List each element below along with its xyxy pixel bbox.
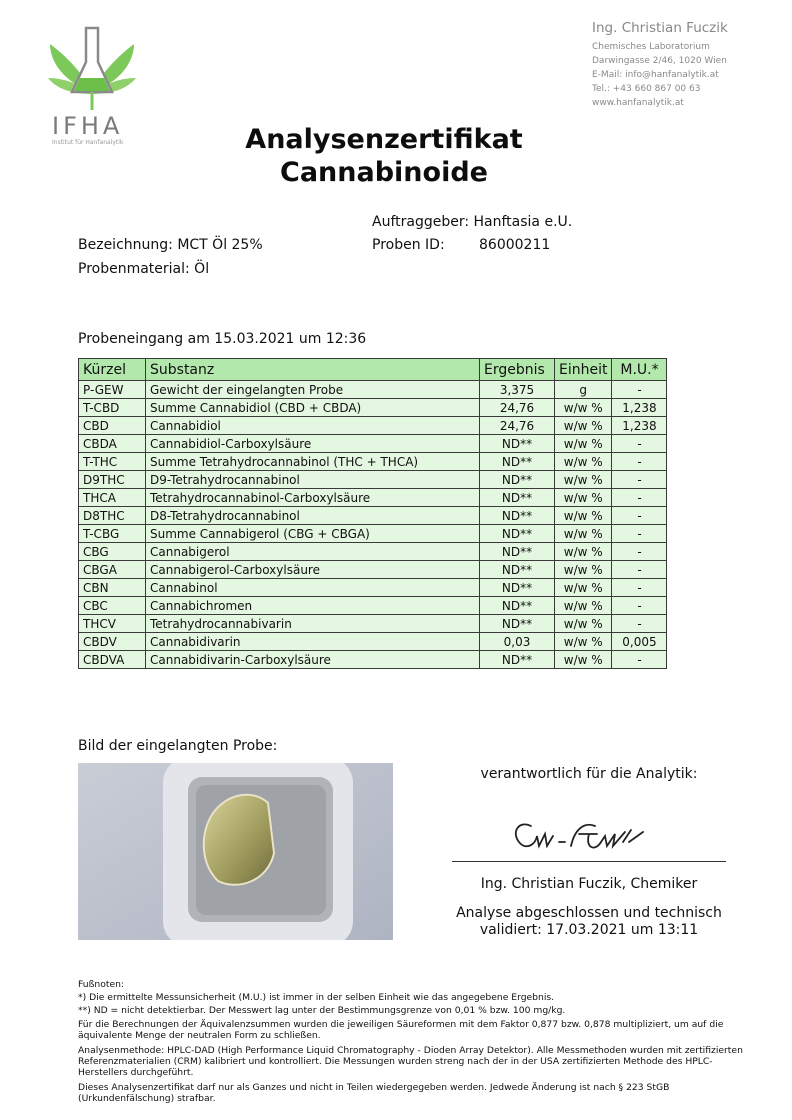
cell-einheit: g: [555, 381, 612, 399]
lab-address: Darwingasse 2/46, 1020 Wien: [592, 56, 727, 66]
header-ergebnis: Ergebnis: [480, 359, 555, 381]
cell-einheit: w/w %: [555, 561, 612, 579]
cell-kuerzel: CBC: [79, 597, 146, 615]
proben-id-value: 86000211: [479, 237, 551, 253]
cell-mu: -: [612, 381, 667, 399]
cell-einheit: w/w %: [555, 435, 612, 453]
logo-subtitle: Institut für Hanfanalytik: [52, 139, 124, 146]
probenmaterial: Probenmaterial: Öl: [78, 261, 210, 277]
validated-line-2: validiert: 17.03.2021 um 13:11: [479, 922, 699, 938]
cell-substanz: Summe Tetrahydrocannabinol (THC + THCA): [146, 453, 480, 471]
cell-einheit: w/w %: [555, 651, 612, 669]
cell-einheit: w/w %: [555, 471, 612, 489]
cell-ergebnis: ND**: [480, 453, 555, 471]
lab-email: E-Mail: info@hanfanalytik.at: [592, 70, 719, 80]
cell-substanz: Cannabidiol: [146, 417, 480, 435]
table-row: [79, 561, 667, 579]
cell-einheit: w/w %: [555, 507, 612, 525]
responsible-name: Ing. Christian Fuczik, Chemiker: [480, 876, 698, 892]
cell-ergebnis: ND**: [480, 561, 555, 579]
responsible-label: verantwortlich für die Analytik:: [480, 766, 698, 782]
cell-einheit: w/w %: [555, 615, 612, 633]
cell-einheit: w/w %: [555, 399, 612, 417]
table-row: [79, 489, 667, 507]
table-row: [79, 525, 667, 543]
cell-substanz: Tetrahydrocannabinol-Carboxylsäure: [146, 489, 480, 507]
table-header-row: [79, 359, 667, 381]
cell-kuerzel: THCV: [79, 615, 146, 633]
cell-mu: 0,005: [612, 633, 667, 651]
cell-kuerzel: CBGA: [79, 561, 146, 579]
cell-substanz: Summe Cannabigerol (CBG + CBGA): [146, 525, 480, 543]
auftraggeber: Auftraggeber: Hanftasia e.U.: [372, 214, 573, 230]
header-mu: M.U.*: [612, 359, 667, 381]
signature: [505, 812, 655, 858]
cell-ergebnis: 3,375: [480, 381, 555, 399]
cell-kuerzel: P-GEW: [79, 381, 146, 399]
cell-einheit: w/w %: [555, 579, 612, 597]
cell-ergebnis: ND**: [480, 471, 555, 489]
cell-substanz: Cannabigerol-Carboxylsäure: [146, 561, 480, 579]
table-row: [79, 543, 667, 561]
table-row: [79, 471, 667, 489]
table-row: [79, 597, 667, 615]
cell-substanz: Tetrahydrocannabivarin: [146, 615, 480, 633]
proben-id-label: Proben ID:: [372, 237, 445, 253]
cell-kuerzel: T-CBD: [79, 399, 146, 417]
logo-text: IFHA: [52, 112, 124, 140]
table-row: [79, 651, 667, 669]
cell-einheit: w/w %: [555, 453, 612, 471]
cell-ergebnis: ND**: [480, 597, 555, 615]
cell-substanz: Cannabidiol-Carboxylsäure: [146, 435, 480, 453]
footnote-5: Dieses Analysenzertifikat darf nur als Ganzes und nicht in Teilen wiedergegeben werden. Jedwede Änderung ist nach § 223 StGB (Urkundenfälschung) strafbar.: [78, 1082, 670, 1104]
cell-mu: -: [612, 507, 667, 525]
cell-kuerzel: CBG: [79, 543, 146, 561]
cell-substanz: Cannabidivarin: [146, 633, 480, 651]
table-row: [79, 399, 667, 417]
lab-name: Ing. Christian Fuczik: [592, 20, 728, 36]
header-substanz: Substanz: [146, 359, 480, 381]
cell-kuerzel: T-THC: [79, 453, 146, 471]
header-einheit: Einheit: [555, 359, 612, 381]
validated-line-1: Analyse abgeschlossen und technisch: [456, 905, 722, 921]
cell-mu: -: [612, 435, 667, 453]
cell-substanz: Cannabigerol: [146, 543, 480, 561]
cell-ergebnis: ND**: [480, 525, 555, 543]
footnote-4: Analysenmethode: HPLC-DAD (High Performance Liquid Chromatography - Dioden Array Detektor). Alle Messmethoden wurden mit zertifizierten Referenzmaterialien (CRM) kalibriert und kontrolliert. Die Messungen wurden streng nach der in der USA zertifizierten Methode des HPLC-Herstellers durchgeführt.: [78, 1045, 743, 1078]
cell-kuerzel: CBDA: [79, 435, 146, 453]
cell-kuerzel: CBDVA: [79, 651, 146, 669]
document-title: Analysenzertifikat: [245, 124, 523, 155]
cell-mu: -: [612, 597, 667, 615]
cell-ergebnis: ND**: [480, 651, 555, 669]
lab-phone: Tel.: +43 660 867 00 63: [592, 84, 701, 94]
cell-mu: -: [612, 489, 667, 507]
cell-mu: 1,238: [612, 399, 667, 417]
cell-substanz: Cannabichromen: [146, 597, 480, 615]
footnote-3: Für die Berechnungen der Äquivalenzsummen wurden die jeweiligen Säureformen mit dem Faktor 0,877 bzw. 0,878 multipliziert, um auf die äquivalente Menge der neutralen Form zu schließen.: [78, 1019, 724, 1041]
cell-ergebnis: ND**: [480, 543, 555, 561]
table-row: [79, 507, 667, 525]
cell-substanz: Summe Cannabidiol (CBD + CBDA): [146, 399, 480, 417]
cell-mu: -: [612, 579, 667, 597]
cell-ergebnis: ND**: [480, 507, 555, 525]
sample-photo: [78, 763, 393, 940]
cell-ergebnis: ND**: [480, 435, 555, 453]
table-row: [79, 453, 667, 471]
cell-kuerzel: T-CBG: [79, 525, 146, 543]
lab-website: www.hanfanalytik.at: [592, 98, 684, 108]
table-row: [79, 579, 667, 597]
footnote-2: **) ND = nicht detektierbar. Der Messwert lag unter der Bestimmungsgrenze von 0,01 % bzw. 100 mg/kg.: [78, 1005, 566, 1016]
results-table: [78, 358, 667, 669]
cell-einheit: w/w %: [555, 597, 612, 615]
signature-line: [452, 861, 726, 862]
bezeichnung: Bezeichnung: MCT Öl 25%: [78, 237, 263, 253]
lab-line: Chemisches Laboratorium: [592, 42, 710, 52]
cannabis-flask-icon: [44, 22, 140, 114]
cell-ergebnis: 24,76: [480, 417, 555, 435]
cell-mu: -: [612, 471, 667, 489]
cell-ergebnis: ND**: [480, 489, 555, 507]
header-kuerzel: Kürzel: [79, 359, 146, 381]
cell-substanz: Gewicht der eingelangten Probe: [146, 381, 480, 399]
cell-mu: -: [612, 651, 667, 669]
cell-substanz: Cannabidivarin-Carboxylsäure: [146, 651, 480, 669]
cell-einheit: w/w %: [555, 417, 612, 435]
cell-mu: -: [612, 561, 667, 579]
document-subtitle: Cannabinoide: [280, 157, 488, 188]
cell-mu: -: [612, 525, 667, 543]
cell-kuerzel: THCA: [79, 489, 146, 507]
table-row: [79, 633, 667, 651]
cell-kuerzel: CBN: [79, 579, 146, 597]
cell-substanz: D8-Tetrahydrocannabinol: [146, 507, 480, 525]
cell-mu: -: [612, 615, 667, 633]
table-row: [79, 381, 667, 399]
cell-einheit: w/w %: [555, 525, 612, 543]
photo-label: Bild der eingelangten Probe:: [78, 738, 278, 754]
cell-einheit: w/w %: [555, 543, 612, 561]
cell-kuerzel: D8THC: [79, 507, 146, 525]
footnote-1: *) Die ermittelte Messunsicherheit (M.U.) ist immer in der selben Einheit wie das angegebene Ergebnis.: [78, 992, 555, 1003]
probeneingang: Probeneingang am 15.03.2021 um 12:36: [78, 331, 367, 347]
footnotes-heading: Fußnoten:: [78, 979, 125, 990]
cell-ergebnis: ND**: [480, 579, 555, 597]
cell-einheit: w/w %: [555, 489, 612, 507]
cell-kuerzel: CBDV: [79, 633, 146, 651]
table-row: [79, 615, 667, 633]
table-row: [79, 435, 667, 453]
cell-einheit: w/w %: [555, 633, 612, 651]
cell-ergebnis: 24,76: [480, 399, 555, 417]
cell-substanz: D9-Tetrahydrocannabinol: [146, 471, 480, 489]
cell-mu: 1,238: [612, 417, 667, 435]
cell-ergebnis: 0,03: [480, 633, 555, 651]
cell-kuerzel: CBD: [79, 417, 146, 435]
cell-kuerzel: D9THC: [79, 471, 146, 489]
cell-ergebnis: ND**: [480, 615, 555, 633]
cell-mu: -: [612, 543, 667, 561]
cell-substanz: Cannabinol: [146, 579, 480, 597]
table-row: [79, 417, 667, 435]
cell-mu: -: [612, 453, 667, 471]
